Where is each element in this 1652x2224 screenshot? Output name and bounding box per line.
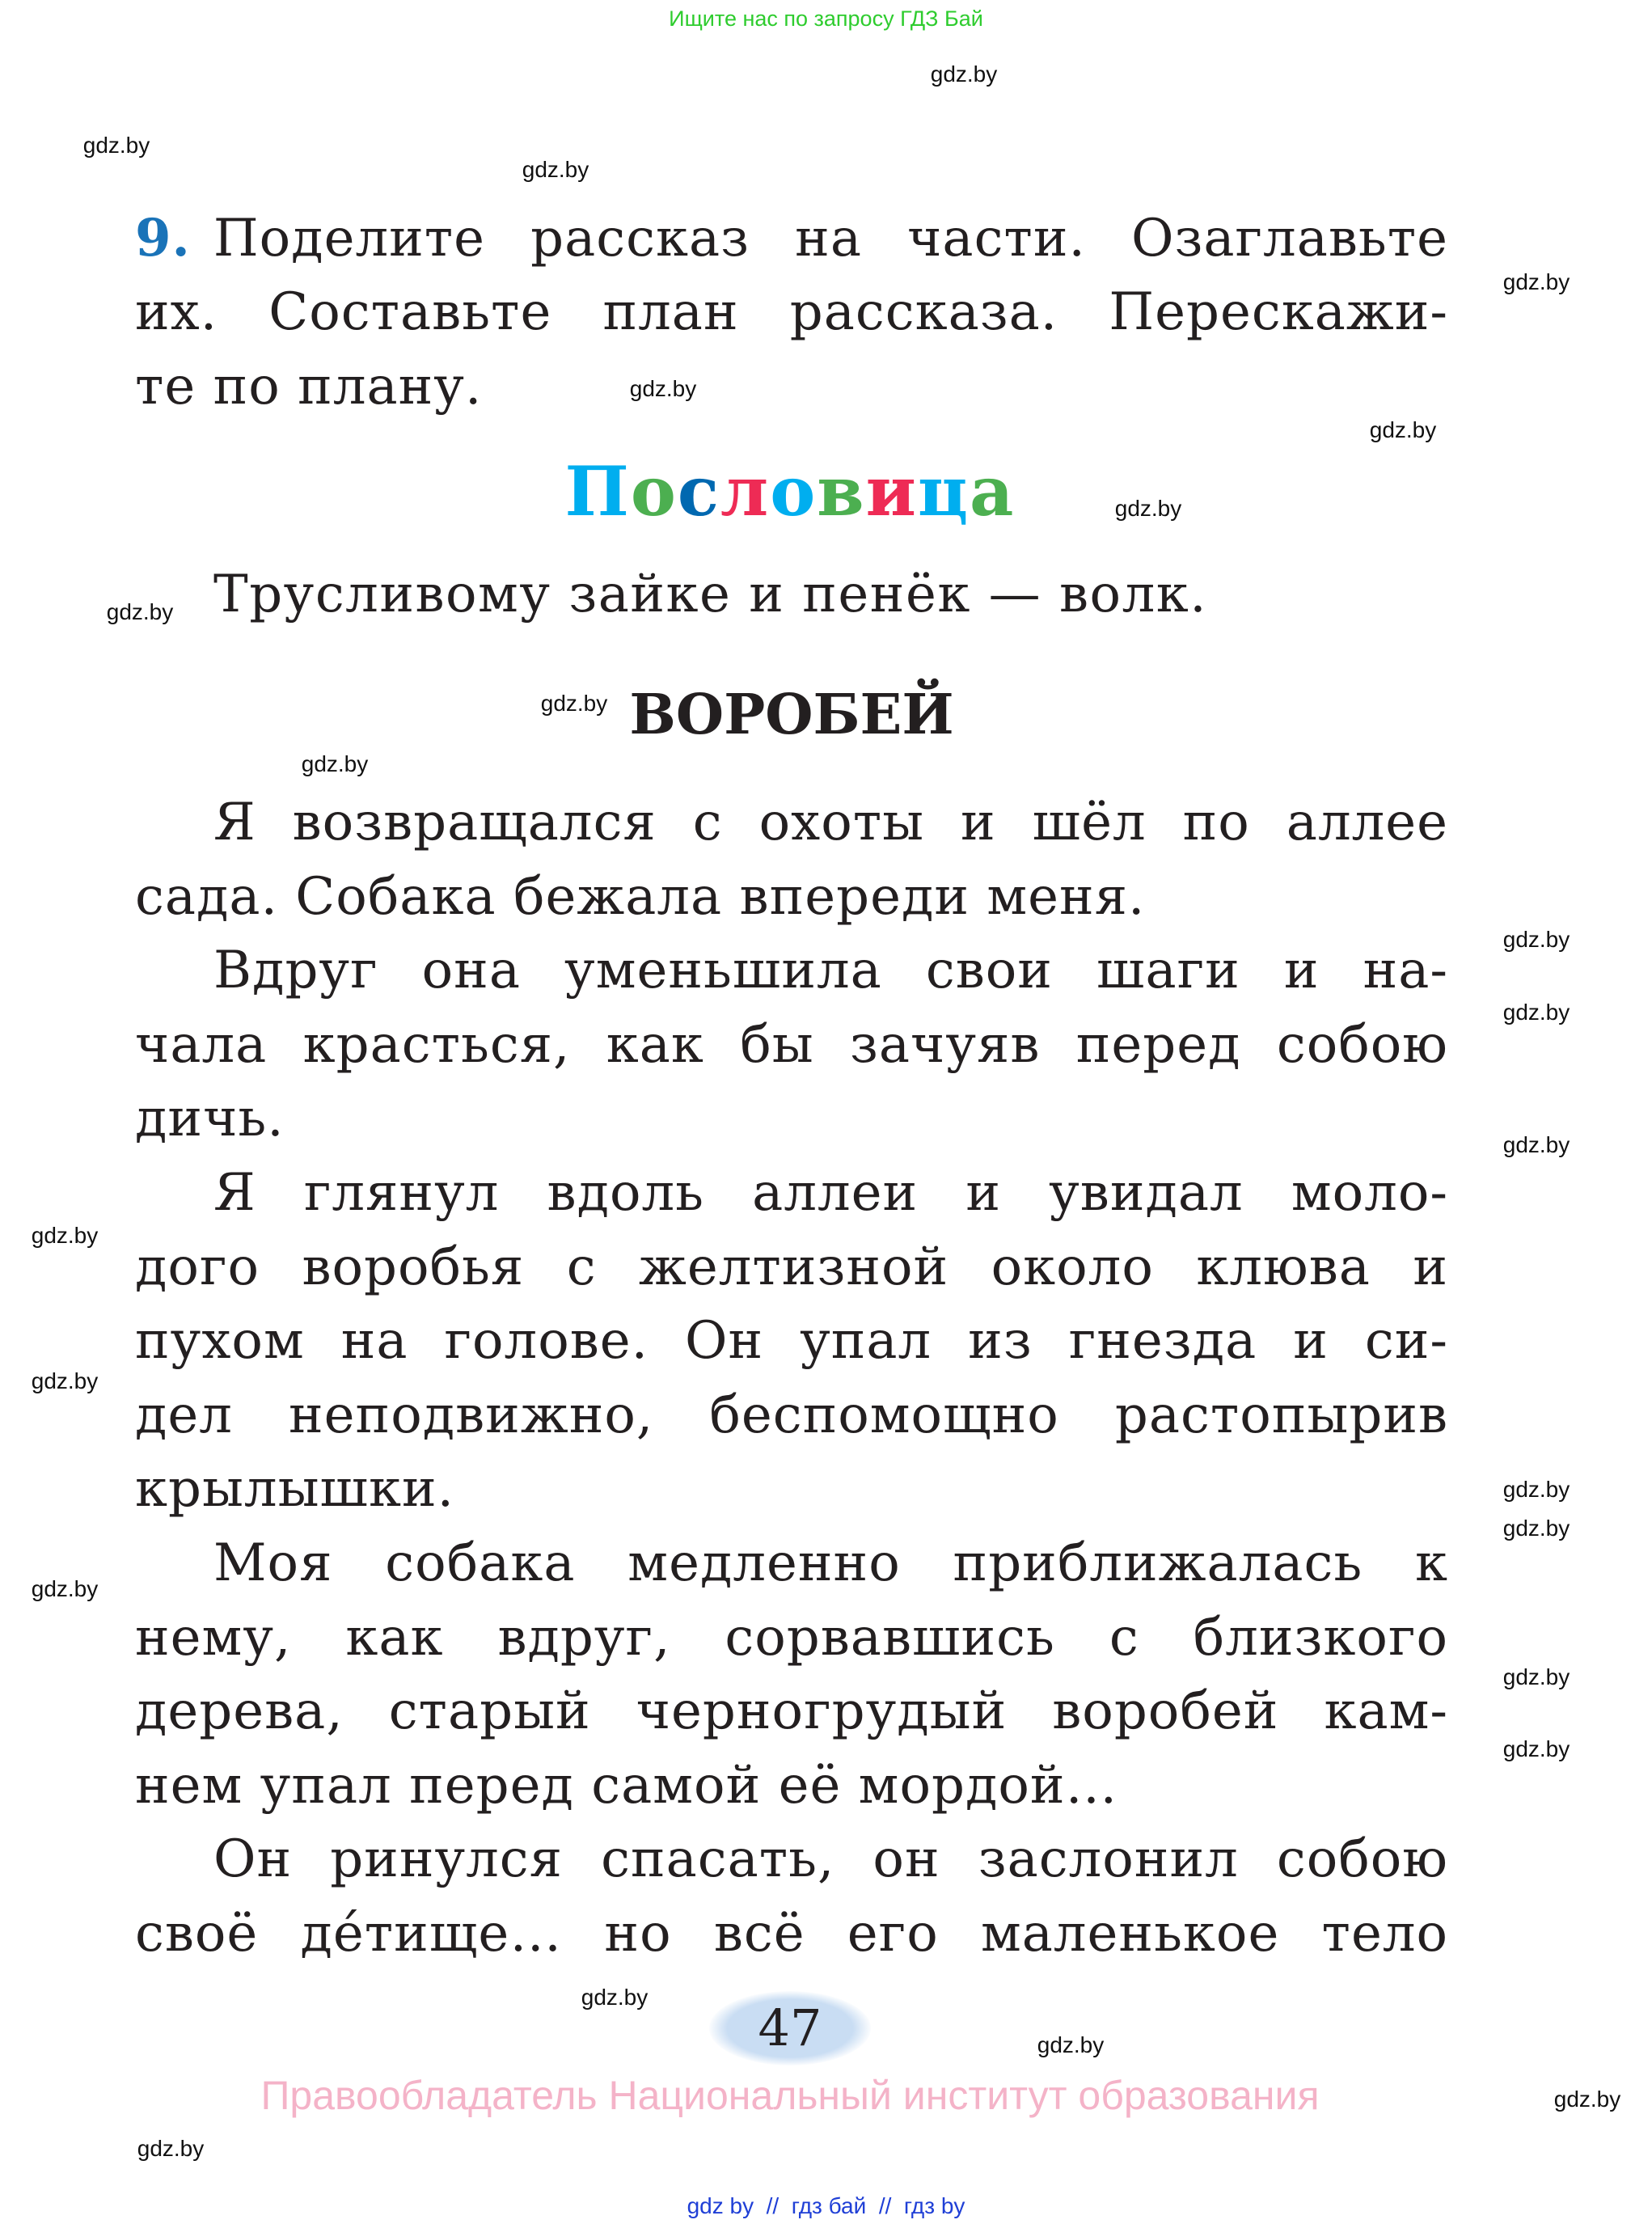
watermark: gdz.by: [1502, 1132, 1570, 1157]
exercise-number: 9.: [135, 208, 191, 268]
story-line: дел неподвижно, беспомощно растопырив: [135, 1385, 1448, 1445]
watermark: gdz.by: [629, 376, 697, 401]
watermark: gdz.by: [522, 157, 589, 182]
story-line: чала красться, как бы зачуяв перед собою: [135, 1015, 1448, 1075]
watermark: gdz.by: [31, 1368, 99, 1393]
story-line: Вдруг она уменьшила свои шаги и на-: [213, 941, 1448, 1000]
proverb-heading-letter: л: [720, 451, 771, 531]
story-line: Я возвращался с охоты и шёл по аллее: [213, 793, 1448, 852]
story-line: дого воробья с желтизной около клюва и: [135, 1237, 1448, 1297]
proverb-heading-letter: о: [770, 451, 818, 531]
watermark: gdz.by: [1553, 2087, 1621, 2112]
story-line: крылышки.: [135, 1459, 454, 1519]
watermark: gdz.by: [31, 1223, 99, 1248]
proverb-heading-letter: с: [677, 451, 721, 531]
story-line: дичь.: [135, 1089, 285, 1148]
story-line: Моя собака медленно приближалась к: [213, 1533, 1448, 1593]
story-line: Я глянул вдоль аллеи и увидал моло-: [213, 1163, 1448, 1223]
story-line: нем упал перед самой её мордой…: [135, 1756, 1118, 1816]
proverb-heading-letter: ц: [917, 451, 970, 531]
story-line: пухом на голове. Он упал из гнезда и си-: [135, 1311, 1448, 1371]
watermark: gdz.by: [1502, 1736, 1570, 1761]
exercise-line-1: [135, 202, 1448, 275]
exercise-text: Поделите рассказ на части. Озаглавьте: [213, 209, 1448, 268]
proverb-heading: [565, 453, 1016, 531]
story-line: Он ринулся спасать, он заслонил собою: [213, 1829, 1448, 1889]
watermark: gdz.by: [1369, 417, 1437, 442]
proverb-heading-letter: П: [564, 451, 631, 531]
footer-links[interactable]: gdz by // гдз бай // гдз by: [687, 2193, 965, 2218]
story-line: нему, как вдруг, сорвавшись с близкого: [135, 1608, 1448, 1668]
watermark: gdz.by: [930, 61, 998, 87]
watermark: gdz.by: [1502, 269, 1570, 294]
exercise-line-3: те по плану.: [135, 357, 483, 416]
watermark: gdz.by: [31, 1576, 99, 1601]
watermark: gdz.by: [1502, 1664, 1570, 1689]
watermark: gdz.by: [1114, 496, 1182, 521]
search-hint-banner: Ищите нас по запросу ГДЗ Бай: [669, 6, 983, 31]
proverb-heading-letter: а: [970, 451, 1016, 531]
watermark: gdz.by: [1502, 1000, 1570, 1025]
watermark: gdz.by: [1502, 1516, 1570, 1541]
exercise-line-2: их. Составьте план рассказа. Перескажи-: [135, 282, 1448, 342]
story-line: своё дéтище… но всё его маленькое тело: [135, 1904, 1448, 1964]
proverb-heading-letter: о: [630, 451, 678, 531]
watermark: gdz.by: [137, 2136, 205, 2161]
watermark: gdz.by: [82, 133, 150, 158]
proverb-heading-letter: и: [865, 451, 918, 531]
watermark: gdz.by: [540, 691, 608, 716]
watermark: gdz.by: [1037, 2032, 1105, 2057]
watermark: gdz.by: [1502, 1477, 1570, 1502]
story-line: дерева, старый черногрудый воробей кам-: [135, 1681, 1448, 1741]
watermark: gdz.by: [1502, 927, 1570, 952]
proverb-text: Трусливому зайке и пенёк — волк.: [213, 564, 1208, 624]
story-title: ВОРОБЕЙ: [629, 683, 954, 747]
watermark: gdz.by: [301, 751, 369, 776]
watermark: gdz.by: [106, 599, 174, 624]
proverb-heading-letter: в: [817, 451, 866, 531]
story-line: сада. Собака бежала впереди меня.: [135, 867, 1146, 927]
page-number: 47: [709, 1991, 871, 2065]
watermark: gdz.by: [581, 1985, 649, 2010]
copyright-notice: Правообладатель Национальный институт образования: [260, 2073, 1320, 2118]
